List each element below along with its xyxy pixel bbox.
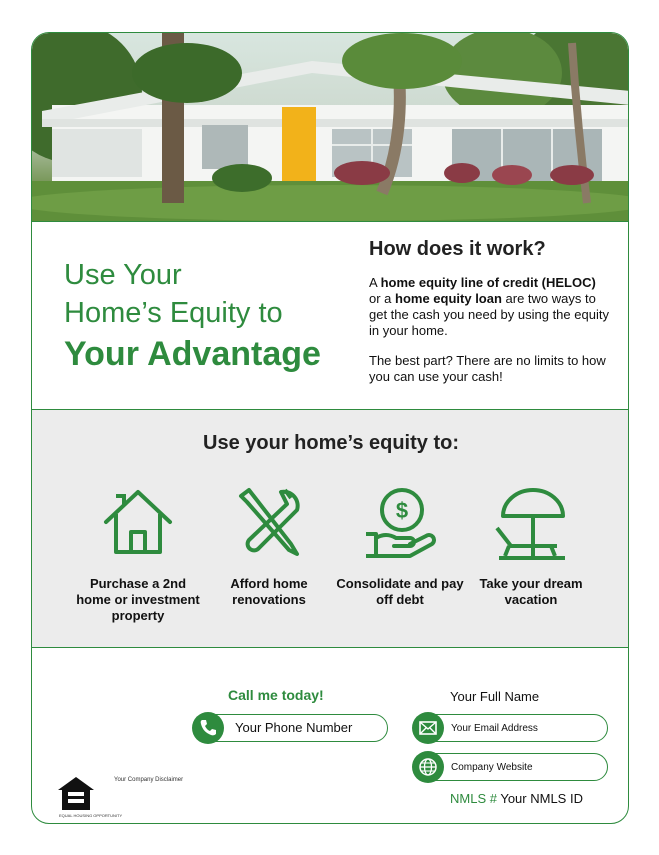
phone-icon-badge [192, 712, 224, 744]
uses-title: Use your home’s equity to: [203, 432, 459, 454]
use-item-second-home [73, 482, 203, 624]
flyer-card [31, 32, 629, 824]
use-label-debt: Consolidate and pay off debt [336, 576, 464, 607]
phone-text: Your Phone Number [235, 720, 353, 735]
how-it-works [369, 238, 609, 385]
website-field[interactable] [422, 753, 608, 781]
how-it-works-paragraph-2: The best part? There are no limits to how you can use your cash! [369, 353, 606, 384]
money-hand-icon [360, 482, 440, 562]
p1-home-equity-loan: home equity loan [395, 291, 502, 306]
tools-icon [229, 482, 309, 562]
phone-field[interactable] [202, 714, 388, 742]
headline-line-1: Use Your [64, 259, 182, 291]
email-field[interactable] [422, 714, 608, 742]
website-text: Company Website [451, 762, 533, 773]
equal-housing-text: EQUAL HOUSING OPPORTUNITY [59, 813, 123, 818]
company-disclaimer: Your Company Disclaimer [114, 777, 184, 783]
nmls-value: Your NMLS ID [496, 791, 583, 806]
use-item-debt [335, 482, 465, 608]
nmls-prefix: NMLS # [450, 791, 497, 806]
website-icon-badge [412, 751, 444, 783]
headline-line-3: Your Advantage [64, 335, 321, 373]
use-item-renovations [204, 482, 334, 608]
nmls-id [450, 791, 583, 806]
p1-text-c: or a [369, 291, 396, 306]
how-it-works-title: How does it work? [369, 238, 546, 260]
use-label-renovations: Afford home renovations [230, 576, 308, 607]
contact-section [32, 648, 629, 824]
use-label-vacation: Take your dream vacation [479, 576, 583, 607]
house-photo-illustration [32, 33, 629, 221]
p1-text-a: A [369, 275, 381, 290]
how-it-works-paragraph-1 [369, 275, 609, 339]
phone-icon [198, 718, 218, 738]
beach-umbrella-icon [491, 482, 571, 562]
email-icon-badge [412, 712, 444, 744]
headline [64, 256, 321, 375]
p1-text-e: are two ways to get the cash you need by using the equity in your home. [369, 291, 609, 338]
svg-text:$: $ [395, 498, 409, 523]
p1-heloc: home equity line of credit (HELOC) [380, 275, 596, 290]
house-photo [32, 33, 629, 221]
email-text: Your Email Address [451, 723, 538, 734]
call-me-label: Call me today! [228, 687, 324, 703]
equal-housing-logo [56, 774, 96, 816]
uses-section [32, 410, 629, 648]
envelope-icon [418, 718, 438, 738]
house-icon [98, 482, 178, 562]
use-item-vacation [466, 482, 596, 608]
hero-section [32, 221, 629, 410]
globe-icon [418, 757, 438, 777]
use-label-second-home: Purchase a 2nd home or investment property [76, 576, 200, 623]
full-name: Your Full Name [450, 689, 540, 704]
headline-line-2: Home’s Equity to [64, 297, 283, 329]
